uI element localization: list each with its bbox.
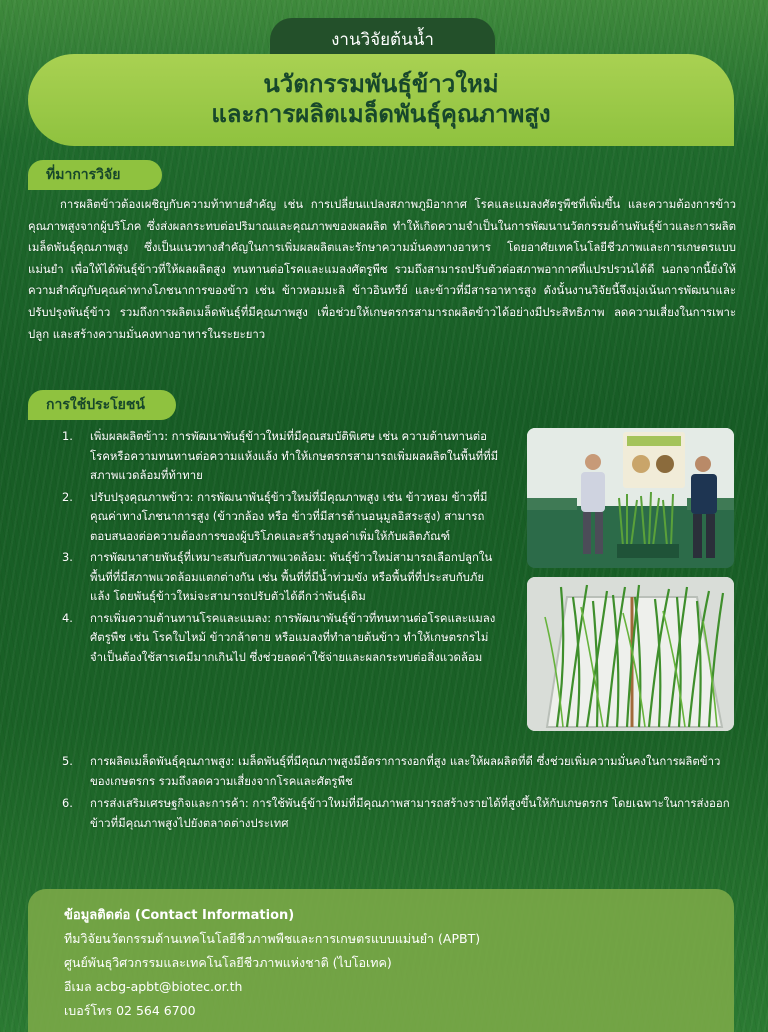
benefit-text: ปรับปรุงคุณภาพข้าว: การพัฒนาพันธุ์ข้าวใหม่ที่มีคุณภาพสูง เช่น ข้าวหอม ข้าวที่มีคุณค่าทางโภชนาการสูง (ข้าวกล้อง หรือ ข้าวที่มีสารต้านอนุมูลอิสระสูง) สามารถตอบสนองต่อความต้องการของผู้บริโภคและสร้างมูลค่าเพิ่มให้กับผลิตภัณฑ์ <box>90 489 488 543</box>
benefit-number: 3. <box>62 550 73 564</box>
researchers-illustration <box>527 428 734 568</box>
contact-heading: ข้อมูลติดต่อ (Contact Information) <box>64 908 295 923</box>
benefit-item <box>62 427 502 486</box>
contact-team: ทีมวิจัยนวัตกรรมด้านเทคโนโลยีชีวภาพพืชและการเกษตรแบบแม่นยำ (APBT) <box>64 931 481 946</box>
benefit-item <box>62 548 502 607</box>
benefit-number: 5. <box>62 754 73 768</box>
page-title-line1: นวัตกรรมพันธุ์ข้าวใหม่ <box>263 70 499 98</box>
benefit-number: 2. <box>62 489 73 504</box>
contact-phone: เบอร์โทร 02 564 6700 <box>64 1003 196 1018</box>
benefits-list-lower <box>62 752 736 836</box>
benefit-item <box>62 794 736 833</box>
benefit-text: เพิ่มผลผลิตข้าว: การพัฒนาพันธุ์ข้าวใหม่ที่มีคุณสมบัติพิเศษ เช่น ความต้านทานต่อโรคหรือความทนทานต่อความแห้งแล้ง ทำให้เกษตรกรสามารถเพิ่มผลผลิตในพื้นที่ที่มีสภาพแวดล้อมที่ท้าทาย <box>90 429 499 482</box>
benefit-text: การผลิตเมล็ดพันธุ์คุณภาพสูง: เมล็ดพันธุ์ที่มีคุณภาพสูงมีอัตราการงอกที่สูง และให้ผลผลิตที่ดี ซึ่งช่วยเพิ่มความมั่นคงในการผลิตข้าวของเกษตรกร รวมถึงลดความเสี่ยงจากโรคและศัตรูพืช <box>90 754 721 788</box>
benefit-item <box>62 752 736 791</box>
benefit-number: 1. <box>62 429 73 443</box>
origin-paragraph: การผลิตข้าวต้องเผชิญกับความท้าทายสำคัญ เช่น การเปลี่ยนแปลงสภาพภูมิอากาศ โรคและแมลงศัตรูพืชที่เพิ่มขึ้น และความต้องการข้าวคุณภาพสูงจากผู้บริโภค ซึ่งส่งผลกระทบต่อปริมาณและคุณภาพของผลผลิต ทำให้เกิดความจำเป็นในการพัฒนานวัตกรรมด้านพันธุ์ข้าวและการผลิตเมล็ดพันธุ์คุณภาพสูง ซึ่งเป็นแนวทางสำคัญในการเพิ่มผลผลิตและรักษาความมั่นคงทางอาหาร โดยอาศัยเทคโนโลยีชีวภาพและการเกษตรแบบแม่นยำ เพื่อให้ได้พันธุ์ข้าวที่ให้ผลผลิตสูง ทนทานต่อโรคและแมลงศัตรูพืช รวมถึงสามารถปรับตัวต่อสภาพอากาศที่แปรปรวนได้ดี นอกจากนี้ยังให้ความสำคัญกับคุณค่าทางโภชนาการของข้าว เช่น ข้าวหอมมะลิ ข้าวอินทรีย์ และข้าวที่มีสารอาหารสูง ดังนั้นงานวิจัยนี้จึงมุ่งเน้นการพัฒนาและปรับปรุงพันธุ์ข้าว รวมถึงการผลิตเมล็ดพันธุ์ที่มีคุณภาพสูง เพื่อช่วยให้เกษตรกรสามารถผลิตข้าวได้อย่างมีประสิทธิภาพ ลดความเสี่ยงในการเพาะปลูก และสร้างความมั่นคงทางอาหารในระยะยาว <box>28 197 736 341</box>
benefit-text: การเพิ่มความต้านทานโรคและแมลง: การพัฒนาพันธุ์ข้าวที่ทนทานต่อโรคและแมลงศัตรูพืช เช่น โรคใบไหม้ ข้าวกล้าตาย หรือแมลงที่ทำลายต้นข้าว ทำให้เกษตรกรไม่จำเป็นต้องใช้สารเคมีมากเกินไป ซึ่งช่วยลดค่าใช้จ่ายและผลกระทบต่อสิ่งแวดล้อม <box>90 610 496 664</box>
researchers-photo <box>527 428 734 568</box>
rice-seedlings-illustration <box>527 577 734 731</box>
rice-seedlings-photo <box>527 577 734 731</box>
benefit-number: 6. <box>62 796 73 810</box>
benefit-text: การพัฒนาสายพันธุ์ที่เหมาะสมกับสภาพแวดล้อม: พันธุ์ข้าวใหม่สามารถเลือกปลูกในพื้นที่ที่มีสภาพแวดล้อมแตกต่างกัน เช่น พื้นที่ที่มีน้ำท่วมขัง หรือพื้นที่ที่ประสบกับภัยแล้ง โดยพันธุ์ข้าวใหม่จะสามารถปรับตัวได้ดีกว่าพันธุ์เดิม <box>90 550 493 603</box>
contact-email: อีเมล acbg-apbt@biotec.or.th <box>64 979 243 994</box>
origin-heading: ที่มาการวิจัย <box>28 160 162 190</box>
benefit-number: 4. <box>62 610 73 625</box>
benefits-list-upper <box>62 427 502 669</box>
benefit-text: การส่งเสริมเศรษฐกิจและการค้า: การใช้พันธุ์ข้าวใหม่ที่มีคุณภาพสามารถสร้างรายได้ที่สูงขึ้นให้กับเกษตรกร โดยเฉพาะในการส่งออกข้าวที่มีคุณภาพสูงไปยังตลาดต่างประเทศ <box>90 796 730 830</box>
benefits-heading: การใช้ประโยชน์ <box>28 390 176 420</box>
page-title-line2: และการผลิตเมล็ดพันธุ์คุณภาพสูง <box>211 100 551 128</box>
benefit-item <box>62 609 502 668</box>
contact-center: ศูนย์พันธุวิศวกรรมและเทคโนโลยีชีวภาพแห่งชาติ (ไบโอเทค) <box>64 955 392 970</box>
benefit-item <box>62 488 502 547</box>
title-banner <box>28 54 734 146</box>
section-tab-label: งานวิจัยต้นน้ำ <box>331 30 434 50</box>
